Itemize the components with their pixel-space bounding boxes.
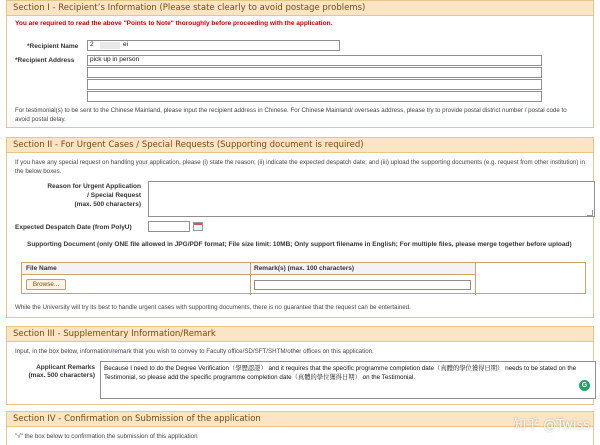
- section-urgent-cases: [6, 137, 594, 318]
- urgent-intro: If you have any special request on handling your application, please (i) state the reason; (ii) indicate the expected despatch date; and (iii) upload the supporting documents (e.g. request from other institution) in the below boxes.: [15, 159, 585, 175]
- table-header-row: [22, 263, 475, 275]
- reason-label-line-3: (max. 500 characters): [74, 201, 141, 208]
- confirmation-intro: "√" the box below to confirmation the submission of this application: [15, 433, 198, 440]
- testimonial-address-note: For testimonial(s) to be sent to the Chinese Mainland, please input the recipient address in Chinese. For Chinese Mainland/ overseas address, please try to provide postal district number / postal code to avoid postal delay.: [15, 107, 567, 123]
- urgent-footer-note: While the University will try its best to handle urgent cases with supporting documents, there is no guarantee that the request can be entertained.: [15, 304, 411, 311]
- address-line-4[interactable]: [87, 91, 542, 102]
- section-1-title: Section I - Recipient’s Information (Please state clearly to avoid postage problems): [7, 0, 593, 16]
- resize-handle-icon[interactable]: [587, 210, 593, 216]
- recipient-name-label: *Recipient Name: [27, 43, 79, 50]
- col-file-name: File Name: [26, 265, 57, 272]
- section-4-title: Section IV - Confirmation on Submission of the application: [7, 411, 593, 427]
- calendar-icon[interactable]: [193, 222, 203, 231]
- col-remarks: Remark(s) (max. 100 characters): [254, 265, 355, 272]
- recipient-name-value-b: ei: [123, 41, 129, 48]
- section-3-title: Section III - Supplementary Information/Remark: [7, 326, 593, 342]
- recipient-address-label: *Recipient Address: [15, 57, 75, 64]
- section-confirmation: [6, 411, 594, 445]
- supporting-doc-title: Supporting Document (only ONE file allowed in JPG/PDF format; File size limit: 10MB; Only support filename in English; For multiple files, please merge together before upload): [27, 241, 572, 248]
- redacted-block: [100, 42, 120, 49]
- read-points-note: You are required to read the above "Points to Note" thoroughly before proceeding with the application.: [15, 20, 333, 27]
- applicant-remarks-label-2: (max. 500 characters): [28, 372, 95, 379]
- applicant-remarks-textarea[interactable]: Because I need to do the Degree Verification（學歷認證） and it requires that the specific programme completion date（真體的學位獲得日期） needs to be stated on the Testimonial, so please add the specific programme completion date（真體的學位獲得日期） on the Testimonial.: [100, 361, 596, 399]
- reason-label-line-2: / Special Request: [87, 192, 141, 199]
- despatch-date-input[interactable]: [148, 221, 190, 232]
- grammar-assistant-icon[interactable]: G: [579, 380, 590, 391]
- col-divider-2: [475, 263, 476, 295]
- applicant-remarks-label-1: Applicant Remarks: [36, 364, 95, 371]
- zhihu-watermark: 知乎 @Twiss: [513, 418, 590, 433]
- despatch-date-label: Expected Despatch Date (from PolyU): [15, 224, 132, 231]
- reason-textarea[interactable]: [148, 181, 595, 217]
- reason-label-line-1: Reason for Urgent Application: [47, 183, 141, 190]
- address-line-2[interactable]: [87, 67, 542, 78]
- recipient-name-value-a: 2: [90, 41, 94, 48]
- supplementary-intro: Input, in the box below, information/remark that you wish to convey to Faculty office/SD/SFT/SHTM/other offices on this application.: [15, 348, 374, 355]
- section-2-title: Section II - For Urgent Cases / Special Requests (Supporting document is required): [7, 137, 593, 153]
- supporting-doc-table: [21, 262, 586, 294]
- recipient-name-input[interactable]: [87, 40, 340, 51]
- address-line-3[interactable]: [87, 79, 542, 90]
- section-supplementary: [6, 326, 594, 405]
- browse-button[interactable]: Browse...: [26, 279, 66, 290]
- remark-input[interactable]: [254, 280, 471, 290]
- col-divider: [250, 263, 251, 295]
- section-recipient: [6, 0, 594, 128]
- address-line-1[interactable]: pick up in person: [87, 55, 542, 66]
